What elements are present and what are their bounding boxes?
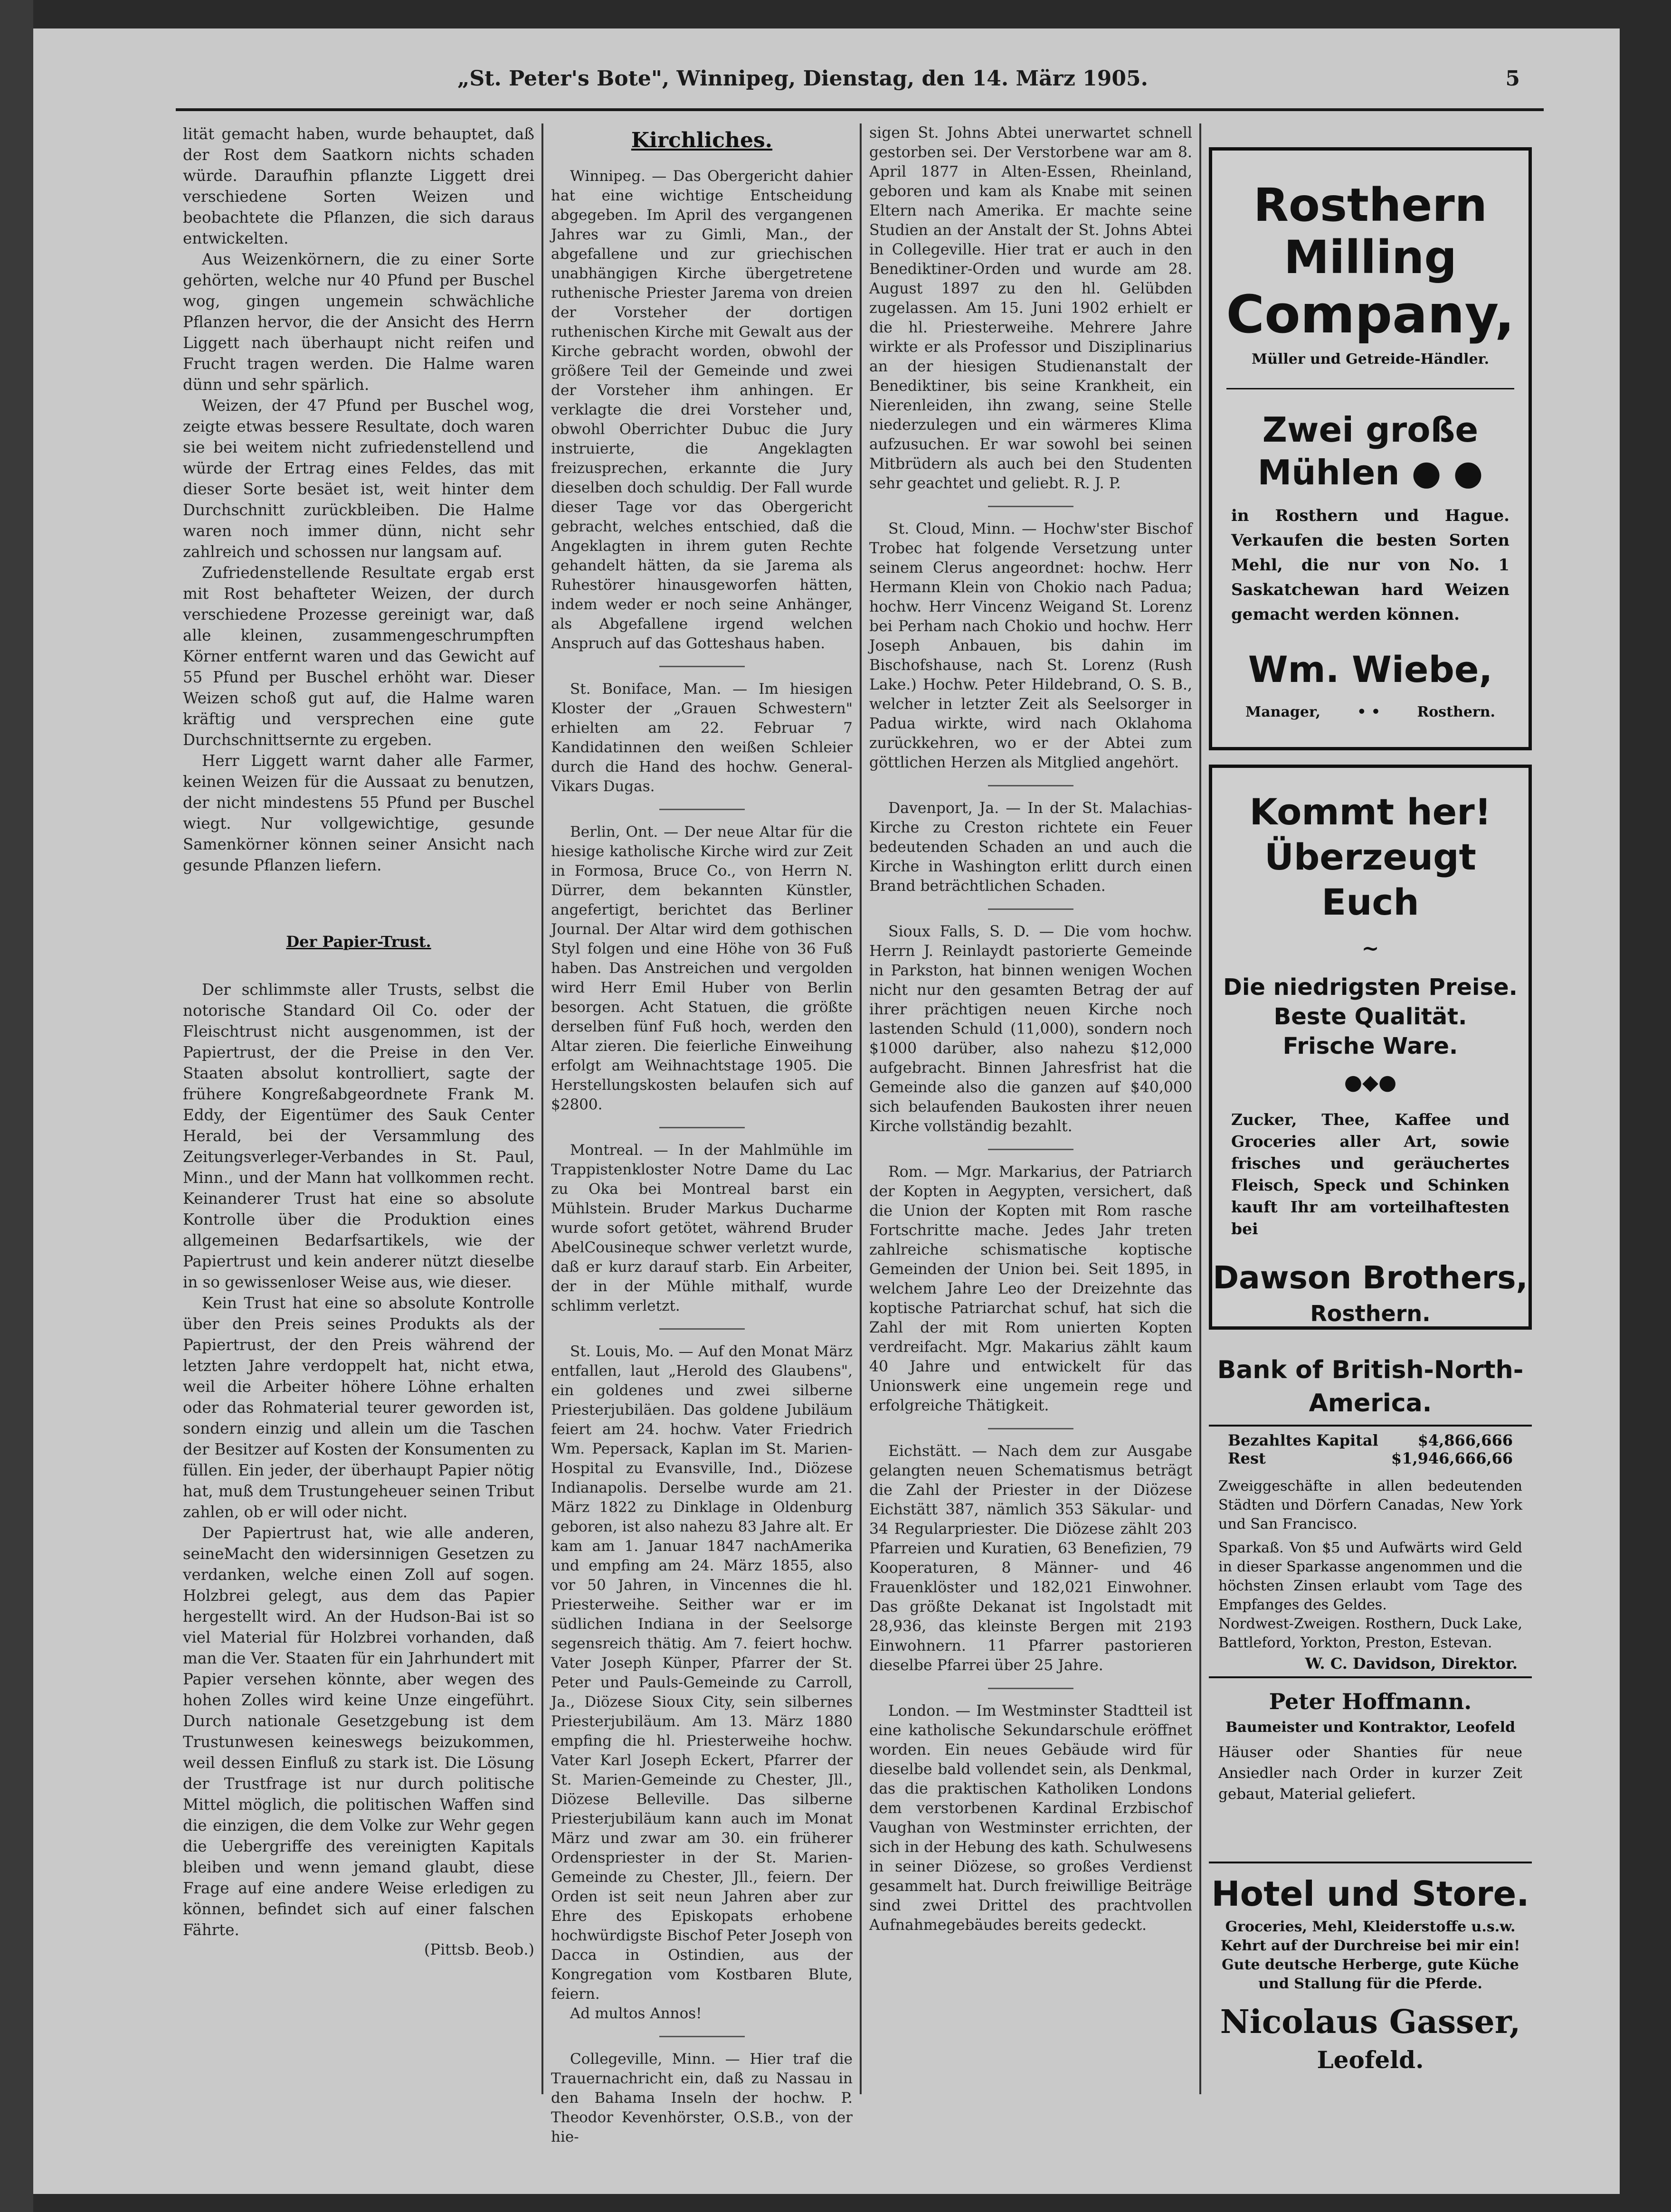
ad-rosthern-place: Rosthern.: [1417, 704, 1495, 720]
ad-hoffmann-body: Häuser oder Shanties für neue Ansiedler nach Order in kurzer Zeit gebaut, Material geliefert.: [1218, 1744, 1522, 1803]
news-item: Collegeville, Minn. — Hier traf die Trauernachricht ein, daß zu Nassau in den Bahama Inseln der hochw. P. Theodor Kevenhörster, O.S.B., von der hie-: [551, 2051, 853, 2146]
ad-rosthern-name-1: Rosthern Milling: [1253, 179, 1488, 284]
separator: [988, 506, 1073, 507]
ad-hotel-und-store: [1209, 1862, 1532, 2074]
ad-bank-rest-value: $1,946,666,66: [1391, 1449, 1513, 1467]
column-1: [183, 123, 534, 1958]
ad-rosthern-rule: [1226, 388, 1514, 389]
masthead-title: „St. Peter's Bote", Winnipeg, Dienstag, den 14. März 1905.: [457, 66, 1148, 91]
article-paragraph: lität gemacht haben, wurde behauptet, daß der Rost dem Saatkorn nichts schaden würde. Daraufhin pflanzte Liggett drei verschiedene Sorten Weizen und beobachtete die Pflanzen, die sich daraus entwickelten.: [183, 125, 534, 247]
ad-dawson-place: Rosthern.: [1310, 1301, 1431, 1326]
news-item: Rom. — Mgr. Markarius, der Patriarch der Kopten in Aegypten, versichert, daß die Union der Kopten mit Rom rasche Fortschritte mache. Jedes Jahr treten zahlreiche schismatische koptische Gemeinden der Union bei. Seit 1895, in welchem Jahre Leo der Dreizehnte das koptische Patriarchat schuf, hat sich die Zahl der mit Rom unierten Kopten verdreifacht. Mgr. Makarius zählt kaum 40 Jahre und entwickelt für das Unionswerk eine ungemein rege und erfolgreiche Thätigkeit.: [869, 1163, 1192, 1414]
ad-bank-capital-value: $4,866,666: [1417, 1431, 1513, 1449]
separator: [659, 809, 745, 810]
separator: [659, 1127, 745, 1128]
news-item-closing: Ad multos Annos!: [570, 2005, 702, 2022]
page-number: 5: [1505, 66, 1520, 91]
ad-dawson-line-2: Beste Qualität.: [1273, 1003, 1467, 1030]
ad-bank-northwest: Nordwest-Zweigen. Rosthern, Duck Lake, Battleford, Yorkton, Preston, Estevan.: [1218, 1616, 1522, 1651]
section-title-papier-trust: Der Papier-Trust.: [286, 933, 431, 951]
article-paragraph: Kein Trust hat eine so absolute Kontrolle über den Preis seines Produkts als der Papiertrust, der den Preis während der letzten Jahre verdoppelt hat, nicht etwa, weil die Arbeiter höhere Löhne erhalten oder das Rohmaterial teurer geworden ist, sondern einzig und allein um die Taschen der Besitzer auf Kosten der Konsumenten zu füllen. Ein jeder, der überhaupt Papier nötig hat, muß dem Trustungeheuer seinen Tribut zahlen, ob er will oder nicht.: [183, 1294, 534, 1521]
ad-dawson-headline-2: Überzeugt Euch: [1264, 836, 1476, 923]
column-2: [551, 123, 853, 2147]
ad-peter-hoffmann: [1209, 1676, 1532, 1809]
ad-dawson-body: Zucker, Thee, Kaffee und Groceries aller Art, sowie frisches und geräuchertes Fleisch, Speck und Schinken kauft Ihr am vorteilhaftesten bei: [1231, 1110, 1510, 1238]
news-item: Eichstätt. — Nach dem zur Ausgabe gelangten neuen Schematismus beträgt die Zahl der Priester in der Diözese Eichstätt 387, nämlich 353 Säkular- und 34 Regularpriester. Die Diözese zählt 203 Pfarreien und Kuratien, 63 Benefizien, 79 Kooperaturen, 8 Männer- und 46 Frauenklöster und 182,021 Einwohner. Das größte Dekanat ist Ingolstadt mit 28,936, das kleinste Bergen mit 2193 Einwohnern. 11 Pfarrer pastorieren dieselbe Pfarrei über 25 Jahre.: [869, 1443, 1192, 1674]
news-item: Sioux Falls, S. D. — Die vom hochw. Herrn J. Reinlaydt pastorierte Gemeinde in Parkston, hat binnen wenigen Wochen nicht nur den gesamten Betrag der auf ihrer prächtigen neuen Kirche noch lastenden Schuld (11,000), sondern noch $1000 darüber, also nahezu $12,000 aufgebracht. Binnen Jahresfrist hat die Gemeinde also die ganzen auf $40,000 sich belaufenden Baukosten ihrer neuen Kirche vollständig bezahlt.: [869, 923, 1192, 1135]
news-item: St. Boniface, Man. — Im hiesigen Kloster der „Grauen Schwestern" erhielten am 22. Februar 7 Kandidatinnen den weißen Schleier durch die Hand des hochw. General-Vikars Dugas.: [551, 681, 853, 795]
ad-bank-savings: Sparkaß. Von $5 und Aufwärts wird Geld in dieser Sparkasse angenommen und die höchsten Zinsen erlaubt vom Tage des Empfanges des Geldes.: [1218, 1540, 1522, 1613]
separator: [988, 1428, 1073, 1429]
source-credit: (Pittsb. Beob.): [424, 1940, 534, 1958]
ad-bank-capital-row: [1209, 1427, 1532, 1449]
column-divider-3: [1199, 123, 1201, 2094]
article-paragraph: Der Papiertrust hat, wie alle anderen, seineMacht den widersinnigen Gesetzen zu verdanken, welche einen Zoll auf sogen. Holzbrei gelegt, aus dem das Papier hergestellt wird. An der Hudson-Bai ist so viel Material für Holzbrei vorhanden, daß man die Ver. Staaten für ein Jahrhundert mit Papier versehen könnte, aber wegen des hohen Zolles wird keine Unze eingeführt. Durch nationale Gesetzgebung ist dem Trustunwesen keineswegs beizukommen, weil dessen Einfluß zu stark ist. Die Lösung der Trustfrage ist nur durch politische Mittel möglich, die politischen Waffen sind die einzigen, die dem Volke zur Wehr gegen die Uebergriffe des vereinigten Kapitals bleiben und wenn jemand glaubt, diese Frage auf eine andere Weise erledigen zu können, befindet sich auf einer falschen Fährte.: [183, 1524, 534, 1939]
article-paragraph: Aus Weizenkörnern, die zu einer Sorte gehörten, welche nur 40 Pfund per Buschel wog, gingen ungemein schwächliche Pflanzen hervor, die der Ansicht des Herrn Liggett nach überhaupt nicht reifen und Frucht tragen werden. Die Halme waren dünn und sehr spärlich.: [183, 250, 534, 394]
article-paragraph: Der schlimmste aller Trusts, selbst die notorische Standard Oil Co. oder der Fleischtrust nicht ausgenommen, ist der Papiertrust, der die Preise in den Ver. Staaten absolut kontrolliert, sagte der frühere Kongreßabgeordnete Frank M. Eddy, der Eigentümer des Sauk Center Herald, bei der Versammlung des Zeitungsverleger-Verbandes in St. Paul, Minn., und der Mann hat vollkommen recht. Keinanderer Trust hat eine so absolute Kontrolle über die Produktion eines allgemeinen Bedarfsartikels, wie der Papiertrust und kein anderer nützt dieselbe in so gewissenloser Weise aus, wie dieser.: [183, 981, 534, 1291]
ad-rosthern-milling: [1209, 147, 1532, 750]
separator: [659, 2036, 745, 2037]
header-rule: [176, 108, 1544, 111]
ad-bank-rest-row: [1209, 1449, 1532, 1472]
ad-bank-title: Bank of British-North-America.: [1209, 1353, 1532, 1427]
news-item: Berlin, Ont. — Der neue Altar für die hiesige katholische Kirche wird zur Zeit in Formosa, Bruce Co., von Herrn N. Dürrer, dem bekannten Künstler, angefertigt, berichtet das Berliner Journal. Der Altar wird dem gothischen Styl folgen und eine Höhe von 36 Fuß haben. Das Anstreichen und vergolden wird Herr Emil Huber von Berlin besorgen. Acht Statuen, die größte derselben fünf Fuß hoch, werden den Altar zieren. Die feierliche Einweihung erfolgt am Weihnachtstage 1905. Die Herstellungskosten belaufen sich auf $2800.: [551, 823, 853, 1113]
ad-rosthern-name-2: Company,: [1226, 284, 1515, 345]
separator: [988, 1149, 1073, 1150]
separator: [659, 666, 745, 667]
ad-rosthern-body: in Rosthern und Hague. Verkaufen die besten Sorten Mehl, die nur von No. 1 Saskatchewan hard Weizen gemacht werden können.: [1231, 506, 1510, 624]
ad-rosthern-subtitle: Müller und Getreide-Händler.: [1251, 351, 1490, 368]
masthead: [142, 57, 1520, 100]
news-item: sigen St. Johns Abtei unerwartet schnell gestorben sei. Der Verstorbene war am 8. April 1877 in Alten-Essen, Rheinland, geboren und kam als Knabe mit seinen Eltern nach Amerika. Er machte seine Studien an der Anstalt der St. Johns Abtei in Collegeville. Hier trat er auch in den Benediktiner-Orden und wurde am 28. August 1897 zu den hl. Gelübden zugelassen. Am 15. Juni 1902 erhielt er die hl. Priesterweihe. Mehrere Jahre wirkte er als Professor und Disziplinarius an der hiesigen Studienanstalt der Benediktiner, bis seine Krankheit, ein Nierenleiden, ihn zwang, seine Stelle niederzulegen und ein wärmeres Klima aufzusuchen. Er war sowohl bei seinen Mitbrüdern als auch bei den Studenten sehr geachtet und geliebt. R. J. P.: [869, 124, 1192, 492]
ad-bank-rest-label: Rest: [1228, 1449, 1266, 1467]
ad-rosthern-person: Wm. Wiebe,: [1248, 648, 1493, 690]
ad-dawson-headline-1: Kommt her!: [1249, 791, 1491, 833]
ad-hotel-body: Groceries, Mehl, Kleiderstoffe u.s.w. Kehrt auf der Durchreise bei mir ein! Gute deutsche Herberge, gute Küche und Stallung für die Pferde.: [1220, 1919, 1520, 1992]
section-title-kirchliches: Kirchliches.: [631, 128, 773, 152]
ad-bank-capital-label: Bezahltes Kapital: [1228, 1431, 1378, 1449]
ad-rosthern-headline-1: Zwei große: [1262, 410, 1479, 450]
news-item: London. — Im Westminster Stadtteil ist eine katholische Sekundarschule eröffnet worden. Ein neues Gebäude wird für dieselbe bald vollendet sein, als Denkmal, das die praktischen Katholiken Londons dem verstorbenen Kardinal Erzbischof Vaughan von Westminster errichten, der sich in der Hebung des kath. Schulwesens in seiner Diözese, so großes Verdienst gesammelt hat. Durch freiwillige Beiträge sind zwei Drittel des prachtvollen Aufnahmegebäudes bereits gedeckt.: [869, 1702, 1192, 1934]
separator: [988, 1688, 1073, 1689]
ad-rosthern-footer: [1212, 693, 1529, 731]
ad-rosthern-headline-2: Mühlen ● ●: [1257, 453, 1483, 492]
news-item: Montreal. — In der Mahlmühle im Trappistenkloster Notre Dame du Lac zu Oka bei Montreal barst ein Mühlstein. Bruder Markus Ducharme wurde sofort getötet, während Bruder AbelCousineque schwer verletzt wurde, daß er kurz darauf starb. Ein Arbeiter, der in der Mühle mithalf, wurde schlimm verletzt.: [551, 1142, 853, 1314]
article-paragraph: Zufriedenstellende Resultate ergab erst mit Rost behafteter Weizen, der durch verschiedene Prozesse gereinigt war, daß alle kleinen, zusammengeschrumpften Körner entfernt waren und das Gewicht auf 55 Pfund per Buschel erhöht war. Dieser Weizen schoß gut auf, die Halme waren kräftig und versprechen eine gute Durchschnittsernte zu ergeben.: [183, 564, 534, 749]
news-item: St. Louis, Mo. — Auf den Monat März entfallen, laut „Herold des Glaubens", ein goldenes und zwei silberne Priesterjubiläen. Das goldene Jubiläum feiert am 24. hochw. Vater Friedrich Wm. Pepersack, Kaplan im St. Marien-Hospital zu Evansville, Ind., Diözese Indianapolis. Derselbe wurde am 21. März 1822 zu Dinklage in Oldenburg geboren, ist also nahezu 83 Jahre alt. Er kam am 1. Januar 1847 nachAmerika und empfing am 24. März 1855, also vor 50 Jahren, in Vincennes die hl. Priesterweihe. Seither war er im südlichen Indiana in der Seelsorge segensreich thätig. Am 7. feiert hochw. Vater Joseph Künper, Pfarrer der St. Peter und Pauls-Gemeinde zu Carroll, Ja., Diözese Sioux City, sein silbernes Priesterjubiläum. Am 13. März 1880 empfing die hl. Priesterweihe hochw. Vater Karl Joseph Eckert, Pfarrer der St. Marien-Gemeinde zu Chester, Jll., Diözese Belleville. Das silberne Priesterjubiläum kann auch im Monat März und zwar am 30. ein früherer Ordenspriester in der St. Marien-Gemeinde zu Chester, Jll., feiern. Der Orden ist seit neun Jahren aber zur Ehre des Episkopats erhobene hochwürdigste Bischof Peter Joseph von Dacca in Ostindien, aus der Kongregation vom Kostbaren Blute, feiern.: [551, 1343, 853, 2003]
ornament: ~: [1361, 936, 1379, 961]
ad-dawson-brothers: [1209, 765, 1532, 1330]
column-divider-2: [860, 123, 862, 2094]
news-item: Winnipeg. — Das Obergericht dahier hat eine wichtige Entscheidung abgegeben. Im April des vergangenen Jahres war zu Gimli, Man., der abgefallene und zur griechischen unabhängigen Kirche übergetretene ruthenische Priester Jarema von dreien der Vorsteher der dortigen ruthenischen Kirche mit Gewalt aus der Kirche gebracht worden, obwohl der größere Teil der Gemeinde und zwei der Vorsteher ihm anhingen. Er verklagte die drei Vorsteher und, obwohl Oberrichter Dubuc die Jury instruierte, die Angeklagten freizusprechen, erkannte die Jury dieselben doch schuldig. Der Fall wurde dieser Tage vor das Obergericht gebracht, welches entschied, daß die Angeklagten in ihrem guten Rechte gehandelt hätten, da sie Jarema als Ruhestörer hinausgeworfen hätten, indem weder er noch seine Anhänger, als Abgefallene irgend welchen Anspruch auf das Gotteshaus haben.: [551, 168, 853, 652]
ad-hoffmann-name: Peter Hoffmann.: [1269, 1689, 1472, 1714]
column-divider-1: [541, 123, 543, 2094]
news-item: St. Cloud, Minn. — Hochw'ster Bischof Trobec hat folgende Versetzung unter seinem Clerus angeordnet: hochw. Herr Hermann Klein von Chokio nach Padua; hochw. Herr Vincenz Weigand St. Lorenz bei Perham nach Chokio und hochw. Herr Joseph Anbauen, bis dahin im Bischofshause, nach St. Lorenz (Rush Lake.) Hochw. Peter Hildebrand, O. S. B., welcher in letzter Zeit als Seelsorger in Padua wirkte, wird nach Oklahoma zurückkehren, wo er der Abtei zum göttlichen Herzen als Mitglied angehört.: [869, 520, 1192, 771]
ad-dawson-line-3: Frische Ware.: [1282, 1033, 1458, 1059]
column-3: [869, 123, 1192, 1935]
ad-bank-branches: Zweiggeschäfte in allen bedeutenden Städten und Dörfern Canadas, New York und San Francisco.: [1218, 1478, 1522, 1532]
ad-rosthern-role: Manager,: [1245, 704, 1321, 720]
ad-hoffmann-title: Baumeister und Kontraktor, Leofeld: [1225, 1719, 1516, 1736]
ad-bank-british-north-america: [1209, 1353, 1532, 1674]
ad-bank-director: W. C. Davidson, Direktor.: [1305, 1654, 1518, 1673]
page-edge-shadow: [0, 0, 33, 2212]
article-paragraph: Weizen, der 47 Pfund per Buschel wog, zeigte etwas bessere Resultate, doch waren sie bei weitem nicht zufriedenstellend und würde der Ertrag eines Feldes, das mit dieser Sorte besäet ist, weit hinter dem Durchschnitt zurückbleiben. Die Halme waren noch immer dünn, nicht sehr zahlreich und schossen nur langsam auf.: [183, 397, 534, 561]
ad-hotel-owner: Nicolaus Gasser,: [1220, 2003, 1521, 2041]
article-paragraph: Herr Liggett warnt daher alle Farmer, keinen Weizen für die Aussaat zu benutzen, der nicht mindestens 55 Pfund per Buschel wiegt. Nur vollgewichtige, gesunde Samenkörner können seiner Ansicht nach gesunde Pflanzen liefern.: [183, 752, 534, 874]
ornament: ●◆●: [1344, 1070, 1397, 1095]
separator: [988, 908, 1073, 910]
news-item: Davenport, Ja. — In der St. Malachias-Kirche zu Creston richtete ein Feuer bedeutenden Schaden an und auch die Kirche in Washington erlitt durch einen Brand beträchtlichen Schaden.: [869, 800, 1192, 895]
separator: [988, 785, 1073, 786]
ad-dawson-name: Dawson Brothers,: [1213, 1259, 1528, 1296]
ad-rosthern-dots: • •: [1357, 704, 1381, 720]
ad-hotel-place: Leofeld.: [1317, 2046, 1424, 2074]
separator: [659, 1328, 745, 1330]
ad-dawson-line-1: Die niedrigsten Preise.: [1223, 974, 1518, 1001]
ad-hotel-title: Hotel und Store.: [1211, 1874, 1529, 1914]
